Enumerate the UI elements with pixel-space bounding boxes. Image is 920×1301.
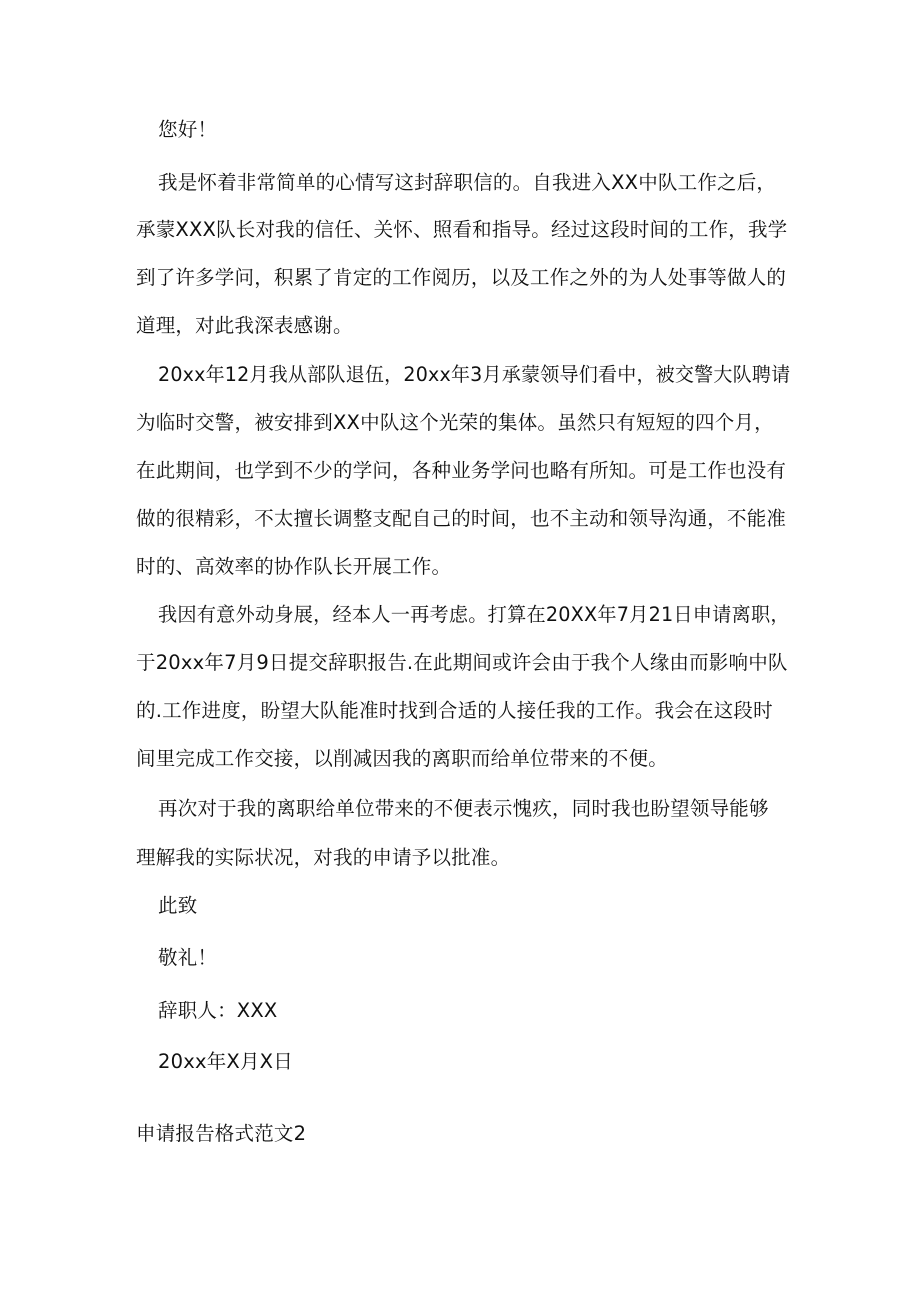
paragraph-2-line-5: 时的、高效率的协作队长开展工作。 <box>136 555 452 578</box>
paragraph-4-line-2: 理解我的实际状况，对我的申请予以批准。 <box>136 846 511 869</box>
paragraph-1-line-3: 到了许多学问，积累了肯定的工作阅历，以及工作之外的为人处事等做人的 <box>136 266 787 289</box>
paragraph-1-line-2: 承蒙XXX队长对我的信任、关怀、照看和指导。经过这段时间的工作，我学 <box>136 218 788 241</box>
paragraph-2-line-3: 在此期间，也学到不少的学问，各种业务学问也略有所知。可是工作也没有 <box>136 459 787 482</box>
paragraph-3-line-3: 的.工作进度，盼望大队能准时找到合适的人接任我的工作。我会在这段时 <box>136 699 773 722</box>
paragraph-3-line-1: 我因有意外动身展，经本人一再考虑。打算在20XX年7月21日申请离职， <box>158 603 790 626</box>
paragraph-3-line-4: 间里完成工作交接，以削减因我的离职而给单位带来的不便。 <box>136 747 668 770</box>
closing-salute: 敬礼！ <box>158 946 218 969</box>
section-heading: 申请报告格式范文2 <box>136 1122 307 1145</box>
closing-respectfully: 此致 <box>158 894 198 917</box>
paragraph-4-line-1: 再次对于我的离职给单位带来的不便表示愧疚，同时我也盼望领导能够 <box>158 797 769 820</box>
paragraph-2-line-4: 做的很精彩，不太擅长调整支配自己的时间，也不主动和领导沟通，不能准 <box>136 507 787 530</box>
paragraph-2-line-1: 20xx年12月我从部队退伍，20xx年3月承蒙领导们看中，被交警大队聘请 <box>158 363 791 386</box>
paragraph-3-line-2: 于20xx年7月9日提交辞职报告.在此期间或许会由于我个人缘由而影响中队 <box>136 651 788 674</box>
greeting: 您好！ <box>158 118 218 141</box>
signer-line: 辞职人：XXX <box>158 999 278 1022</box>
paragraph-1-line-4: 道理，对此我深表感谢。 <box>136 314 353 337</box>
paragraph-2-line-2: 为临时交警，被安排到XX中队这个光荣的集体。虽然只有短短的四个月， <box>136 411 774 434</box>
date-line: 20xx年X月X日 <box>158 1050 293 1073</box>
paragraph-1-line-1: 我是怀着非常简单的心情写这封辞职信的。自我进入XX中队工作之后， <box>158 171 777 194</box>
